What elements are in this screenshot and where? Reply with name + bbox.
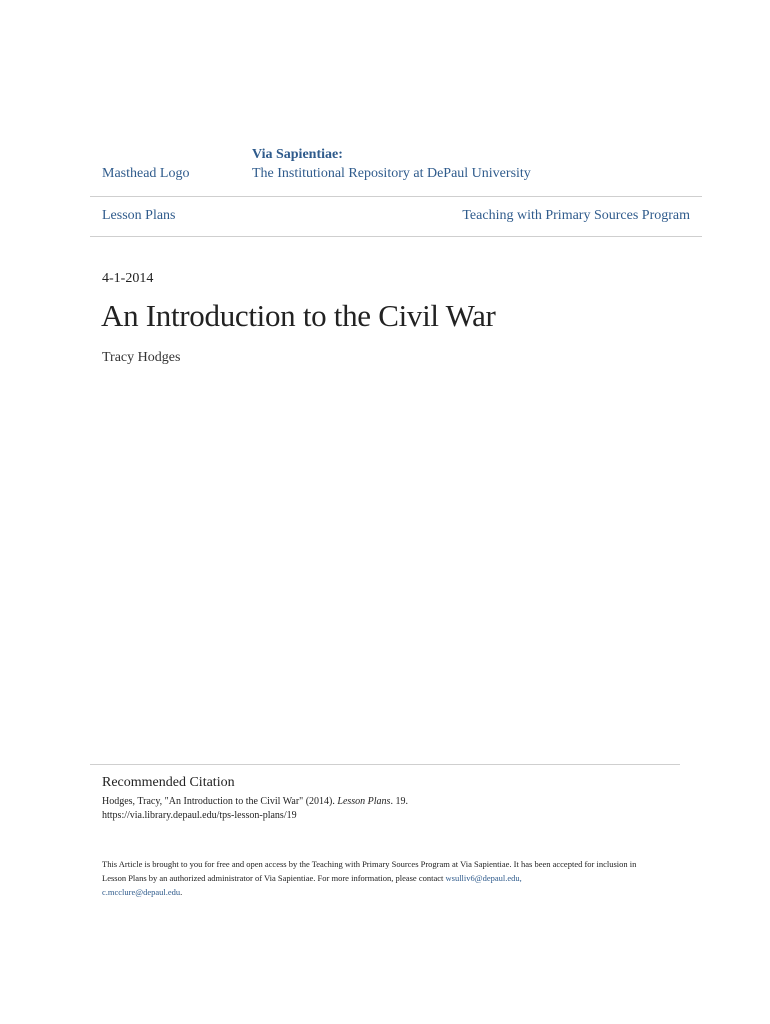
citation-text [102,795,662,823]
author-name: Tracy Hodges [102,350,181,365]
header-divider-top [90,196,702,197]
access-note [102,857,662,899]
repository-name-link[interactable]: Via Sapientiae: [252,147,343,162]
access-note-end: . [180,887,183,897]
citation-heading: Recommended Citation [102,775,235,790]
publication-date: 4-1-2014 [102,271,154,286]
contact-email-link-2[interactable]: c.mcclure@depaul.edu [102,887,181,897]
access-note-text: This Article is brought to you for free and open access by the Teaching with Primary Sources Program at Via Sapientiae. It has been accepted for inclusion in Lesson Plans by an authorized administrator of Via Sapientiae. For more information, please contact [102,859,637,883]
article-title: An Introduction to the Civil War [101,298,496,333]
citation-url: https://via.library.depaul.edu/tps-lesson-plans/19 [102,810,297,821]
header-divider-bottom [90,236,702,237]
series-link[interactable]: Lesson Plans [102,208,176,223]
citation-prefix: Hodges, Tracy, "An Introduction to the Civil War" (2014). [102,796,338,807]
program-link[interactable]: Teaching with Primary Sources Program [462,208,690,223]
citation-divider [90,764,680,765]
citation-suffix: . 19. [390,796,408,807]
citation-series: Lesson Plans [337,796,391,807]
masthead-logo-link[interactable]: Masthead Logo [102,166,190,181]
contact-email-link-1[interactable]: wsulliv6@depaul.edu, [445,873,522,883]
repository-subtitle-link[interactable]: The Institutional Repository at DePaul University [252,166,531,181]
